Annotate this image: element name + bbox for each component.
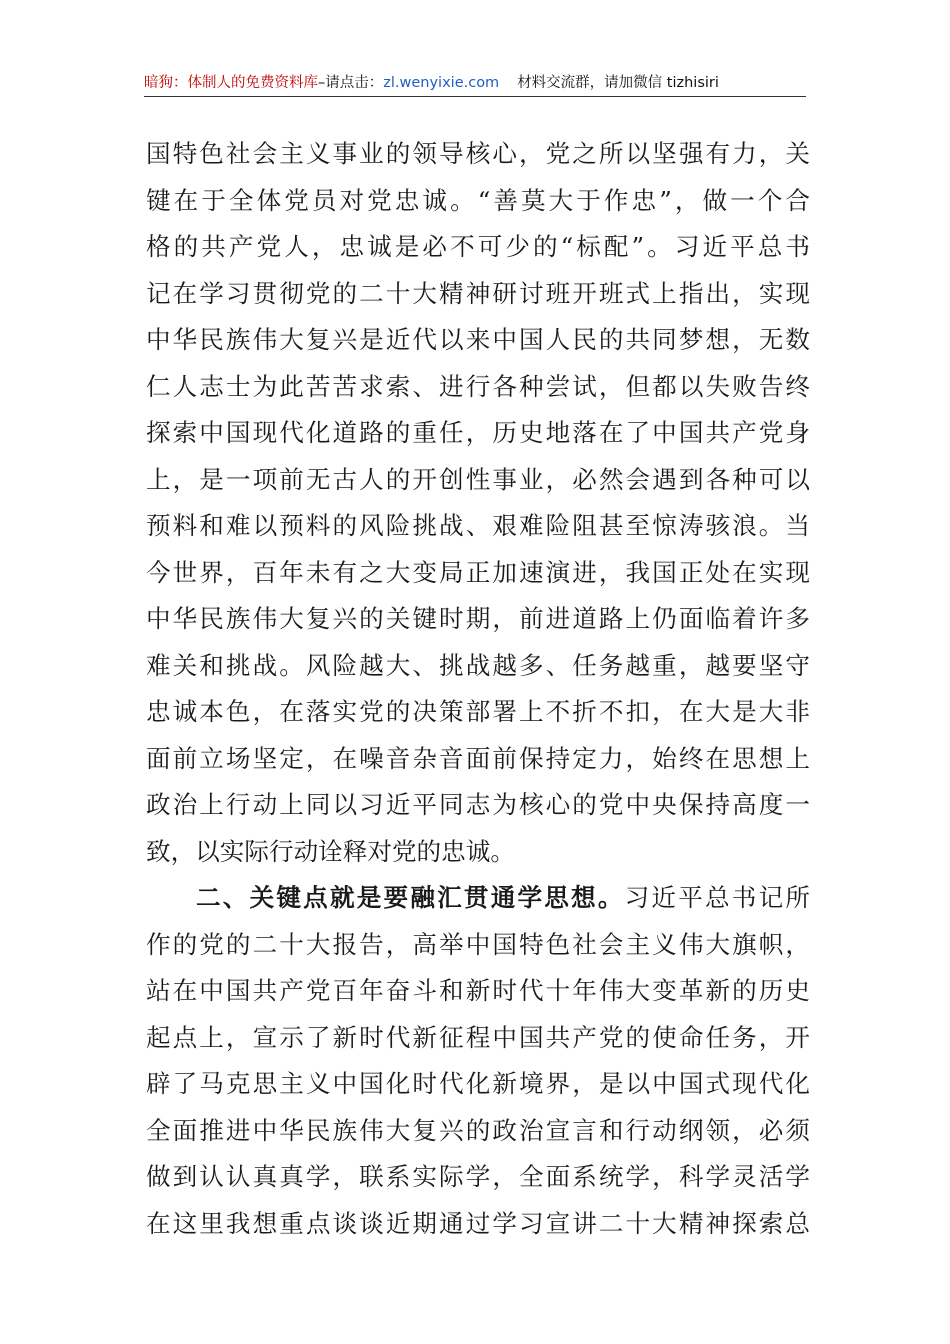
text-line: 格的共产党人，忠诚是必不可少的“标配”。习近平总书 <box>146 232 810 261</box>
text-line: 全面推进中华民族伟大复兴的政治宣言和行动纲领，必须 <box>146 1115 810 1145</box>
section-heading: 二、关键点就是要融汇贯通学思想。 <box>196 883 625 912</box>
text-line: 探索中国现代化道路的重任，历史地落在了中国共产党身 <box>146 418 810 447</box>
text-line: 预料和难以预料的风险挑战、艰难险阻甚至惊涛骇浪。当 <box>146 511 810 540</box>
text-line: 起点上，宣示了新时代新征程中国共产党的使命任务，开 <box>146 1022 810 1052</box>
header-divider <box>144 96 806 97</box>
text-line: 作的党的二十大报告，高举中国特色社会主义伟大旗帜， <box>146 929 810 959</box>
text-line: 政治上行动上同以习近平同志为核心的党中央保持高度一 <box>146 790 810 819</box>
text-line: 做到认认真真学，联系实际学，全面系统学，科学灵活学 <box>146 1162 810 1191</box>
header-contact: 材料交流群，请加微信 tizhisiri <box>517 75 719 91</box>
text-line: 今世界，百年未有之大变局正加速演进，我国正处在实现 <box>146 557 810 587</box>
paragraph-key-point <box>146 875 810 1247</box>
document-body <box>146 131 810 1247</box>
text-line: 忠诚本色，在落实党的决策部署上不折不扣，在大是大非 <box>146 697 810 726</box>
page-header <box>144 70 806 96</box>
text-line: 键在于全体党员对党忠诚。“善莫大于作忠”，做一个合 <box>146 185 810 215</box>
paragraph-first-line <box>146 875 810 922</box>
header-prompt: –请点击： <box>318 75 384 91</box>
text-line: 面前立场坚定，在噪音杂音面前保持定力，始终在思想上 <box>146 743 810 773</box>
header-url-link[interactable]: zl.wenyixie.com <box>383 75 500 91</box>
text-line: 记在学习贯彻党的二十大精神研讨班开班式上指出，实现 <box>146 278 810 308</box>
text-line: 中华民族伟大复兴的关键时期，前进道路上仍面临着许多 <box>146 604 810 633</box>
text-line: 难关和挑战。风险越大、挑战越多、任务越重，越要坚守 <box>146 650 810 680</box>
paragraph-loyalty <box>146 131 810 875</box>
text-line: 站在中国共产党百年奋斗和新时代十年伟大变革新的历史 <box>146 976 810 1005</box>
text-line: 辟了马克思主义中国化时代化新境界，是以中国式现代化 <box>146 1069 810 1098</box>
text-line: 致，以实际行动诠释对党的忠诚。 <box>146 836 515 866</box>
text-line: 中华民族伟大复兴是近代以来中国人民的共同梦想，无数 <box>146 325 810 354</box>
text-line: 仁人志士为此苦苦求索、进行各种尝试，但都以失败告终 <box>146 371 810 401</box>
text-line: 国特色社会主义事业的领导核心，党之所以坚强有力，关 <box>146 139 810 168</box>
text-line: 在这里我想重点谈谈近期通过学习宣讲二十大精神探索总 <box>146 1208 810 1238</box>
text-line: 上，是一项前无古人的开创性事业，必然会遇到各种可以 <box>146 464 810 494</box>
text-run: 习近平总书记所 <box>624 883 810 912</box>
header-brand: 暗狗：体制人的免费资料库 <box>144 75 318 91</box>
